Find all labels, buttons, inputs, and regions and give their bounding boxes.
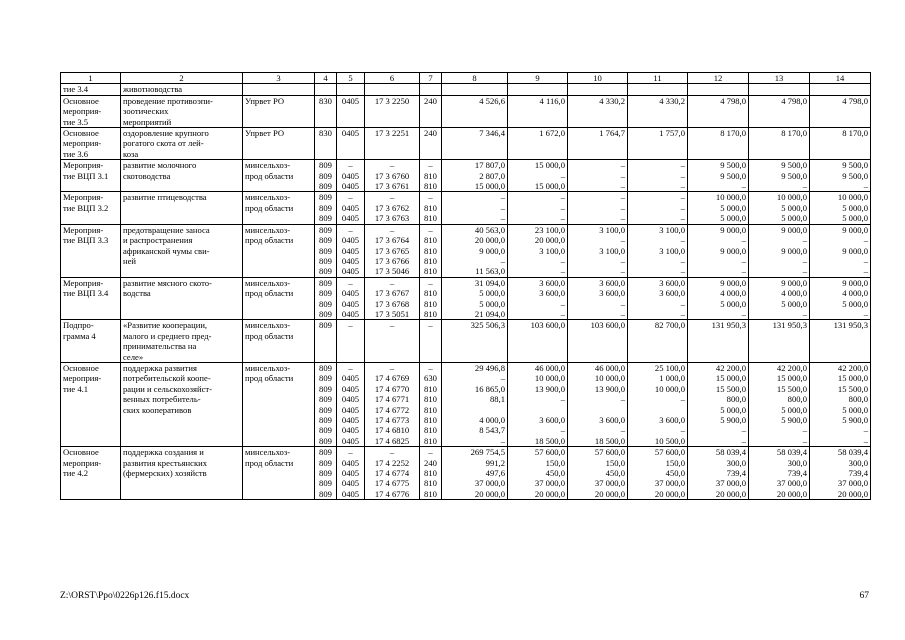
table-cell-col-11: 4 330,2 <box>628 95 688 127</box>
col-num-11: 11 <box>628 73 688 84</box>
table-cell-col-8: 40 563,0 20 000,0 9 000,0 – 11 563,0 <box>442 224 508 277</box>
table-cell-col-7: – 810 810 <box>420 192 442 224</box>
table-cell-col-9: 1 672,0 <box>508 128 568 160</box>
table-cell-col-14: 9 000,0 – 9 000,0 – – <box>810 224 871 277</box>
table-cell-col-1: Основное мероприя- тие 4.2 <box>61 447 121 500</box>
table-cell-col-2: «Развитие кооперации, малого и среднего пред- принимательства на селе» <box>121 320 243 363</box>
table-cell-col-9: 15 000,0 – 15 000,0 <box>508 160 568 192</box>
table-cell-col-3: минсельхоз- прод области <box>243 224 315 277</box>
table-cell-col-5: – 0405 0405 <box>337 192 365 224</box>
table-cell-col-10: 46 000,0 10 000,0 13 900,0 – 3 600,0 – 18 500,0 <box>568 362 628 446</box>
table-cell-col-2: проведение противоэпи- зоотических мероприятий <box>121 95 243 127</box>
table-cell-col-13: 8 170,0 <box>749 128 810 160</box>
table-cell-col-12: 9 000,0 – 9 000,0 – – <box>688 224 749 277</box>
table-cell-col-11: 57 600,0 150,0 450,0 37 000,0 20 000,0 <box>628 447 688 500</box>
table-row <box>61 84 871 95</box>
table-cell-col-11: – – – <box>628 192 688 224</box>
table-cell-col-3 <box>243 84 315 95</box>
table-cell-col-12: 8 170,0 <box>688 128 749 160</box>
table-cell-col-10: 3 100,0 – 3 100,0 – – <box>568 224 628 277</box>
table-cell-col-8: 29 496,8 – 16 865,0 88,1 4 000,0 8 543,7 – <box>442 362 508 446</box>
table-cell-col-2: развитие мясного ското- водства <box>121 277 243 320</box>
table-cell-col-12: 58 039,4 300,0 739,4 37 000,0 20 000,0 <box>688 447 749 500</box>
table-cell-col-7 <box>420 84 442 95</box>
col-num-7: 7 <box>420 73 442 84</box>
table-cell-col-11: 25 100,0 1 000,0 10 000,0 – 3 600,0 – 10 500,0 <box>628 362 688 446</box>
table-row <box>61 362 871 446</box>
table-cell-col-2: поддержка развития потребительской коопе- рации и сельскохозяйст- венных потребитель- ских кооперативов <box>121 362 243 446</box>
table-cell-col-13: 58 039,4 300,0 739,4 37 000,0 20 000,0 <box>749 447 810 500</box>
table-cell-col-13: 9 000,0 4 000,0 5 000,0 – <box>749 277 810 320</box>
table-row <box>61 192 871 224</box>
table-cell-col-12: 131 950,3 <box>688 320 749 363</box>
table-cell-col-1: Мероприя- тие ВЦП 3.2 <box>61 192 121 224</box>
table-cell-col-3: минсельхоз- прод области <box>243 277 315 320</box>
table-cell-col-8: 269 754,5 991,2 497,6 37 000,0 20 000,0 <box>442 447 508 500</box>
table-cell-col-3: минсельхоз- прод области <box>243 192 315 224</box>
table-cell-col-14: 4 798,0 <box>810 95 871 127</box>
table-cell-col-1: Мероприя- тие ВЦП 3.3 <box>61 224 121 277</box>
table-cell-col-2: развитие молочного скотоводства <box>121 160 243 192</box>
col-num-2: 2 <box>121 73 243 84</box>
table-cell-col-6: 17 3 2250 <box>365 95 420 127</box>
table-cell-col-9: – – – <box>508 192 568 224</box>
col-num-8: 8 <box>442 73 508 84</box>
table-cell-col-2: предотвращение заноса и распространения африканской чумы сви- ней <box>121 224 243 277</box>
table-cell-col-2: оздоровление крупного рогатого скота от лей- коза <box>121 128 243 160</box>
table-cell-col-3: Упрвет РО <box>243 128 315 160</box>
table-cell-col-8: – – – <box>442 192 508 224</box>
table-row <box>61 95 871 127</box>
table-cell-col-4: 830 <box>315 95 337 127</box>
table-cell-col-9: 4 116,0 <box>508 95 568 127</box>
table-row <box>61 224 871 277</box>
table-cell-col-11: 3 100,0 – 3 100,0 – – <box>628 224 688 277</box>
table-cell-col-12: 9 000,0 4 000,0 5 000,0 – <box>688 277 749 320</box>
table-cell-col-13 <box>749 84 810 95</box>
table-cell-col-9: 57 600,0 150,0 450,0 37 000,0 20 000,0 <box>508 447 568 500</box>
table-cell-col-3: Упрвет РО <box>243 95 315 127</box>
table-cell-col-13: 9 000,0 – 9 000,0 – – <box>749 224 810 277</box>
col-num-4: 4 <box>315 73 337 84</box>
table-cell-col-5: – 0405 0405 <box>337 160 365 192</box>
table-cell-col-4: 809 <box>315 320 337 363</box>
table-cell-col-4 <box>315 84 337 95</box>
table-cell-col-7: – 630 810 810 810 810 810 810 <box>420 362 442 446</box>
table-cell-col-9: 46 000,0 10 000,0 13 900,0 – 3 600,0 – 18 500,0 <box>508 362 568 446</box>
col-num-6: 6 <box>365 73 420 84</box>
table-cell-col-3: минсельхоз- прод области <box>243 362 315 446</box>
table-cell-col-6: – <box>365 320 420 363</box>
table-cell-col-12: 10 000,0 5 000,0 5 000,0 <box>688 192 749 224</box>
table-cell-col-8: 4 526,6 <box>442 95 508 127</box>
col-num-1: 1 <box>61 73 121 84</box>
table-cell-col-3: минсельхоз- прод области <box>243 160 315 192</box>
table-row <box>61 128 871 160</box>
table-cell-col-8: 31 094,0 5 000,0 5 000,0 21 094,0 <box>442 277 508 320</box>
table-cell-col-5: – 0405 0405 0405 0405 <box>337 224 365 277</box>
table-cell-col-2: развитие птицеводства <box>121 192 243 224</box>
table-row <box>61 160 871 192</box>
table-cell-col-14: 9 500,0 9 500,0 – <box>810 160 871 192</box>
table-cell-col-1: Основное мероприя- тие 3.6 <box>61 128 121 160</box>
table-cell-col-1: тие 3.4 <box>61 84 121 95</box>
table-cell-col-6: – 17 3 6760 17 3 6761 <box>365 160 420 192</box>
table-cell-col-7: – <box>420 320 442 363</box>
table-cell-col-6: – 17 4 6769 17 4 6770 17 4 6771 17 4 6772 17 4 6773 17 4 6810 17 4 6825 <box>365 362 420 446</box>
table-cell-col-6: – 17 4 2252 17 4 6774 17 4 6775 17 4 6776 <box>365 447 420 500</box>
table-cell-col-12 <box>688 84 749 95</box>
table-cell-col-14: 131 950,3 <box>810 320 871 363</box>
table-cell-col-14: 42 200,0 15 000,0 15 500,0 800,0 5 000,0 5 900,0 – – <box>810 362 871 446</box>
table-cell-col-11: 1 757,0 <box>628 128 688 160</box>
table-cell-col-12: 4 798,0 <box>688 95 749 127</box>
table-cell-col-3: минсельхоз- прод области <box>243 447 315 500</box>
table-cell-col-6 <box>365 84 420 95</box>
table-cell-col-13: 131 950,3 <box>749 320 810 363</box>
table-cell-col-4: 809 809 809 <box>315 192 337 224</box>
col-num-3: 3 <box>243 73 315 84</box>
table-cell-col-1: Основное мероприя- тие 3.5 <box>61 95 121 127</box>
table-cell-col-4: 809 809 809 <box>315 160 337 192</box>
table-cell-col-10: 103 600,0 <box>568 320 628 363</box>
table-cell-col-5: 0405 <box>337 95 365 127</box>
col-num-14: 14 <box>810 73 871 84</box>
table-cell-col-8 <box>442 84 508 95</box>
table-cell-col-9 <box>508 84 568 95</box>
table-cell-col-14: 10 000,0 5 000,0 5 000,0 <box>810 192 871 224</box>
table-row <box>61 277 871 320</box>
col-num-12: 12 <box>688 73 749 84</box>
table-cell-col-8: 17 807,0 2 807,0 15 000,0 <box>442 160 508 192</box>
col-num-13: 13 <box>749 73 810 84</box>
table-cell-col-13: 42 200,0 15 000,0 15 500,0 800,0 5 000,0 5 900,0 – – <box>749 362 810 446</box>
table-cell-col-14: 9 000,0 4 000,0 5 000,0 – <box>810 277 871 320</box>
table-cell-col-10: 1 764,7 <box>568 128 628 160</box>
table-cell-col-1: Мероприя- тие ВЦП 3.1 <box>61 160 121 192</box>
table-cell-col-10: 4 330,2 <box>568 95 628 127</box>
table-cell-col-6: – 17 3 6764 17 3 6765 17 3 6766 17 3 5046 <box>365 224 420 277</box>
table-cell-col-6: – 17 3 6767 17 3 6768 17 3 5051 <box>365 277 420 320</box>
col-num-9: 9 <box>508 73 568 84</box>
table-cell-col-7: – 240 810 810 810 <box>420 447 442 500</box>
table-cell-col-4: 809 809 809 809 809 809 809 809 <box>315 362 337 446</box>
table-cell-col-11 <box>628 84 688 95</box>
table-cell-col-1: Подпро- грамма 4 <box>61 320 121 363</box>
table-cell-col-4: 809 809 809 809 809 <box>315 224 337 277</box>
page-number: 67 <box>859 591 869 601</box>
table-cell-col-7: – 810 810 810 810 <box>420 224 442 277</box>
table-cell-col-4: 809 809 809 809 <box>315 277 337 320</box>
table-cell-col-14: 8 170,0 <box>810 128 871 160</box>
table-cell-col-4: 830 <box>315 128 337 160</box>
table-cell-col-13: 10 000,0 5 000,0 5 000,0 <box>749 192 810 224</box>
table-cell-col-11: 82 700,0 <box>628 320 688 363</box>
column-number-row <box>61 73 871 84</box>
budget-table <box>60 72 871 500</box>
table-row <box>61 447 871 500</box>
table-cell-col-9: 103 600,0 <box>508 320 568 363</box>
table-cell-col-10 <box>568 84 628 95</box>
table-cell-col-4: 809 809 809 809 809 <box>315 447 337 500</box>
table-cell-col-2: поддержка создания и развития крестьянских (фермерских) хозяйств <box>121 447 243 500</box>
table-cell-col-9: 23 100,0 20 000,0 3 100,0 – – <box>508 224 568 277</box>
table-cell-col-6: 17 3 2251 <box>365 128 420 160</box>
table-cell-col-5: – 0405 0405 0405 0405 0405 0405 0405 <box>337 362 365 446</box>
table-cell-col-5: 0405 <box>337 128 365 160</box>
col-num-5: 5 <box>337 73 365 84</box>
table-cell-col-5 <box>337 84 365 95</box>
table-cell-col-9: 3 600,0 3 600,0 – – <box>508 277 568 320</box>
table-cell-col-7: 240 <box>420 95 442 127</box>
table-cell-col-2: животноводства <box>121 84 243 95</box>
table-cell-col-5: – <box>337 320 365 363</box>
table-cell-col-8: 7 346,4 <box>442 128 508 160</box>
table-cell-col-14 <box>810 84 871 95</box>
table-cell-col-5: – 0405 0405 0405 0405 <box>337 447 365 500</box>
table-cell-col-7: – 810 810 810 <box>420 277 442 320</box>
table-cell-col-12: 9 500,0 9 500,0 – <box>688 160 749 192</box>
table-cell-col-13: 9 500,0 9 500,0 – <box>749 160 810 192</box>
table-cell-col-10: 57 600,0 150,0 450,0 37 000,0 20 000,0 <box>568 447 628 500</box>
col-num-10: 10 <box>568 73 628 84</box>
table-cell-col-7: 240 <box>420 128 442 160</box>
table-cell-col-10: 3 600,0 3 600,0 – – <box>568 277 628 320</box>
table-cell-col-11: 3 600,0 3 600,0 – – <box>628 277 688 320</box>
table-cell-col-11: – – – <box>628 160 688 192</box>
table-cell-col-1: Основное мероприя- тие 4.1 <box>61 362 121 446</box>
table-cell-col-10: – – – <box>568 192 628 224</box>
table-cell-col-5: – 0405 0405 0405 <box>337 277 365 320</box>
table-row <box>61 320 871 363</box>
table-cell-col-6: – 17 3 6762 17 3 6763 <box>365 192 420 224</box>
footer-file-path: Z:\ORST\Ppo\0226p126.f15.docx <box>60 591 190 601</box>
table-body <box>61 84 871 500</box>
table-cell-col-14: 58 039,4 300,0 739,4 37 000,0 20 000,0 <box>810 447 871 500</box>
table-cell-col-13: 4 798,0 <box>749 95 810 127</box>
table-cell-col-8: 325 506,3 <box>442 320 508 363</box>
table-cell-col-7: – 810 810 <box>420 160 442 192</box>
table-cell-col-1: Мероприя- тие ВЦП 3.4 <box>61 277 121 320</box>
table-cell-col-3: минсельхоз- прод области <box>243 320 315 363</box>
table-cell-col-12: 42 200,0 15 000,0 15 500,0 800,0 5 000,0 5 900,0 – – <box>688 362 749 446</box>
table-cell-col-10: – – – <box>568 160 628 192</box>
